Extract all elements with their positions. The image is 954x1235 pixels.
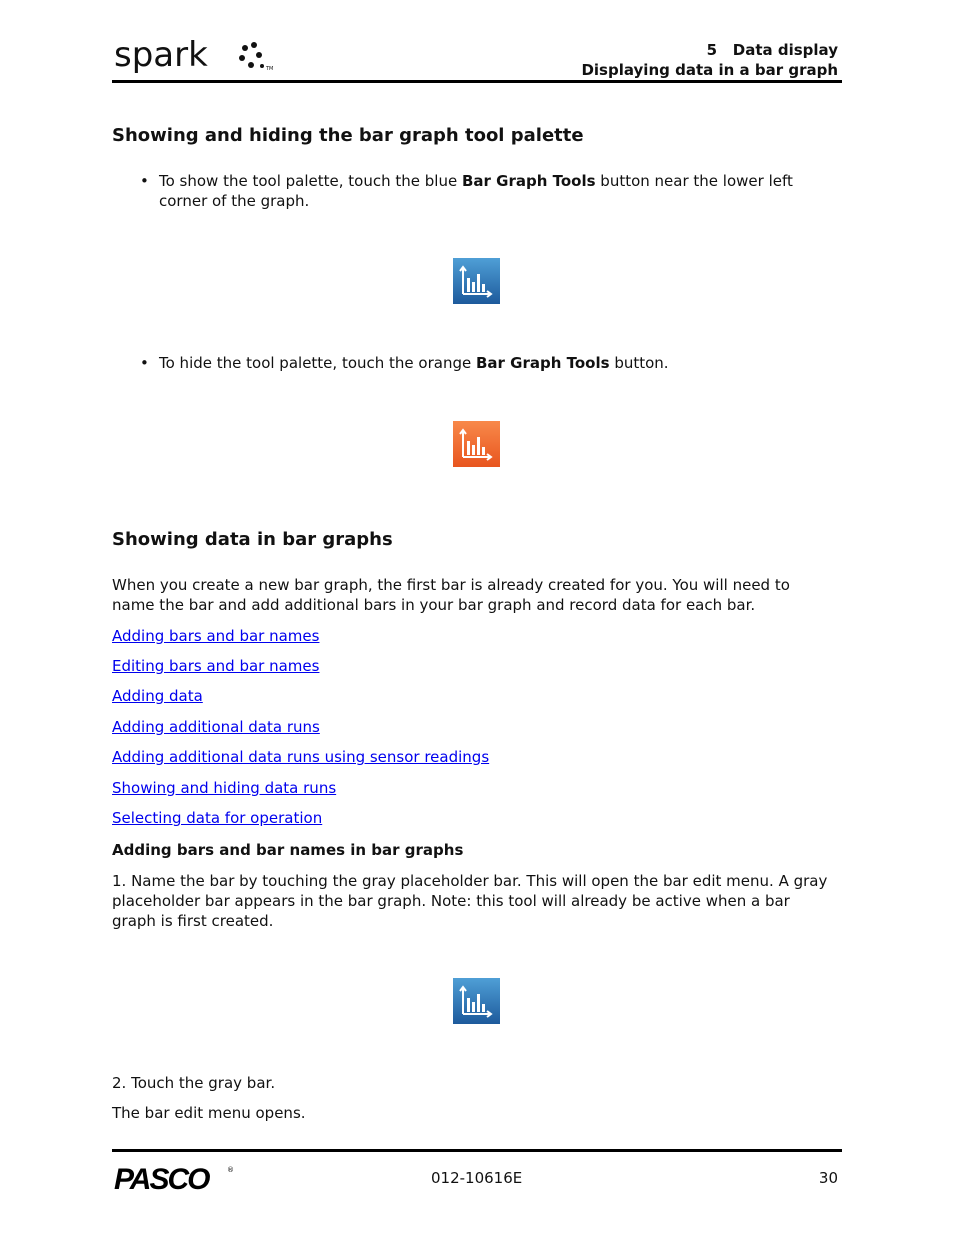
- header-divider: [112, 80, 842, 83]
- header-section: Displaying data in a bar graph: [581, 61, 838, 79]
- bullet-show-palette: • To show the tool palette, touch the blue Bar Graph Tools button near the lower left corner of the graph.: [140, 172, 793, 210]
- document-code: 012-10616E: [431, 1169, 523, 1187]
- bullet-hide-palette: • To hide the tool palette, touch the orange Bar Graph Tools button.: [140, 354, 669, 372]
- link-editing-bars[interactable]: Editing bars and bar names: [112, 657, 320, 675]
- bullet-dot: •: [140, 354, 149, 372]
- orange-bar-graph-tools-button[interactable]: [453, 421, 500, 471]
- link-adding-runs-sensor[interactable]: Adding additional data runs using sensor readings: [112, 748, 490, 766]
- page-number: 30: [818, 1169, 838, 1187]
- link-adding-bars[interactable]: Adding bars and bar names: [112, 627, 320, 645]
- spark-logo-graphic: [114, 36, 284, 76]
- step-2-note: The bar edit menu opens.: [112, 1104, 306, 1122]
- pasco-logo: [114, 1162, 239, 1196]
- svg-text:TM: TM: [266, 66, 274, 72]
- blue-bar-graph-tools-button-2[interactable]: [453, 978, 500, 1028]
- pasco-logo-text: PASCO: [114, 1163, 209, 1192]
- header-chapter: 5 Data display: [706, 41, 838, 59]
- link-adding-data[interactable]: Adding data: [112, 687, 203, 705]
- bullet-dot: •: [140, 172, 149, 190]
- bar-graph-tools-icon: [453, 978, 500, 1024]
- bar-graph-tools-icon: [453, 421, 500, 467]
- link-selecting-data[interactable]: Selecting data for operation: [112, 809, 323, 827]
- link-showing-hiding-runs[interactable]: Showing and hiding data runs: [112, 779, 337, 797]
- footer-divider: [112, 1149, 842, 1152]
- step-1: 1. Name the bar by touching the gray placeholder bar. This will open the bar edit menu. A gray placeholder bar appears in the bar graph. Note: this tool will already be active when a bar graph is first created.: [112, 872, 828, 930]
- pasco-logo-graphic: [114, 1162, 239, 1192]
- svg-text:®: ®: [227, 1166, 234, 1174]
- link-adding-additional-runs[interactable]: Adding additional data runs: [112, 718, 320, 736]
- running-header: [581, 40, 838, 80]
- spark-logo-text: spark: [114, 36, 208, 75]
- blue-bar-graph-tools-button[interactable]: [453, 258, 500, 308]
- bar-graph-tools-icon: [453, 258, 500, 304]
- spark-logo: [114, 36, 284, 76]
- subsection-title-adding-bars: Adding bars and bar names in bar graphs: [112, 841, 464, 859]
- step-2: 2. Touch the gray bar.: [112, 1074, 276, 1092]
- section-title-showing-data: Showing data in bar graphs: [112, 529, 393, 550]
- section-title-tool-palette: Showing and hiding the bar graph tool palette: [112, 125, 584, 146]
- intro-paragraph: When you create a new bar graph, the first bar is already created for you. You will need to name the bar and add additional bars in your bar graph and record data for each bar.: [112, 576, 790, 614]
